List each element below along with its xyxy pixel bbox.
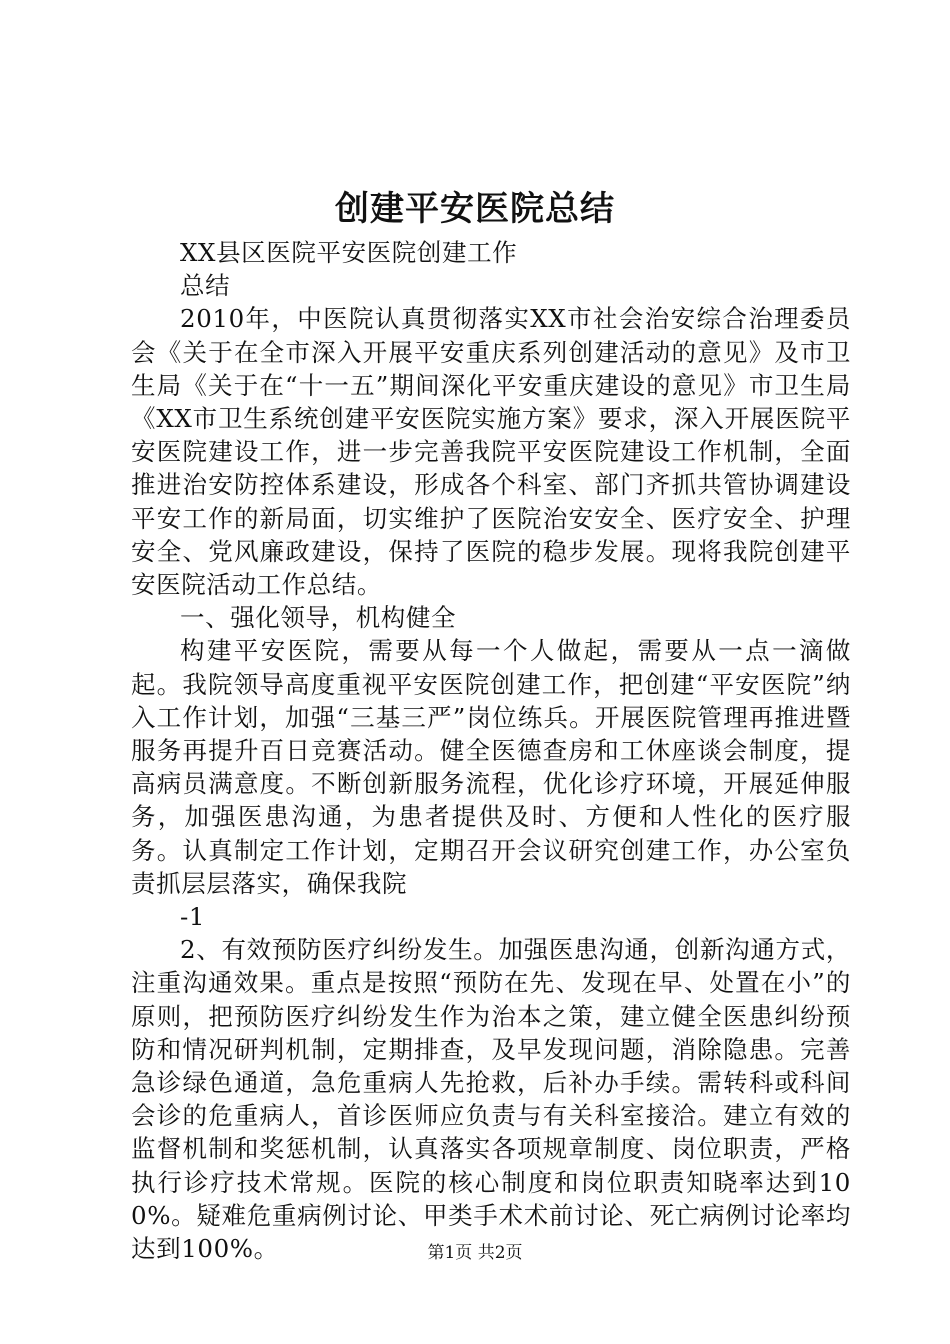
- section-heading-1: 一、强化领导，机构健全: [180, 603, 457, 633]
- paragraph-item-2: 2、有效预防医疗纠纷发生。加强医患沟通，创新沟通方式，注重沟通效果。重点是按照“预防在先、发现在早、处置在小”的原则，把预防医疗纠纷发生作为治本之策，建立健全医患纠纷预防和情况研判机制，定期排查，及早发现问题，消除隐患。完善急诊绿色通道，急危重病人先抢救，后补办手续。需转科或科间会诊的危重病人，首诊医师应负责与有关科室接洽。建立有效的监督机制和奖惩机制，认真落实各项规章制度、岗位职责，严格执行诊疗技术常规。医院的核心制度和岗位职责知晓率达到100%。疑难危重病例讨论、甲类手术术前讨论、死亡病例讨论率均达到100%。: [131, 935, 851, 1264]
- page-footer: 第1页 共2页: [427, 1243, 523, 1263]
- paragraph-section-1: 构建平安医院，需要从每一个人做起，需要从一点一滴做起。我院领导高度重视平安医院创建工作，把创建“平安医院”纳入工作计划，加强“三基三严”岗位练兵。开展医院管理再推进暨服务再提升百日竞赛活动。健全医德查房和工休座谈会制度，提高病员满意度。不断创新服务流程，优化诊疗环境，开展延伸服务，加强医患沟通，为患者提供及时、方便和人性化的医疗服务。认真制定工作计划，定期召开会议研究创建工作，办公室负责抓层层落实，确保我院: [131, 636, 851, 898]
- page-title: 创建平安医院总结: [335, 189, 615, 229]
- document-body: [131, 236, 851, 1265]
- paragraph-subtitle-line1: XX县区医院平安医院创建工作: [180, 238, 518, 267]
- paragraph-intro: 2010年，中医院认真贯彻落实XX市社会治安综合治理委员会《关于在全市深入开展平安重庆系列创建活动的意见》及市卫生局《关于在“十一五”期间深化平安重庆建设的意见》市卫生局《XX市卫生系统创建平安医院实施方案》要求，深入开展医院平安医院建设工作，进一步完善我院平安医院建设工作机制，全面推进治安防控体系建设，形成各个科室、部门齐抓共管协调建设平安工作的新局面，切实维护了医院治安安全、医疗安全、护理安全、党风廉政建设，保持了医院的稳步发展。现将我院创建平安医院活动工作总结。: [131, 304, 851, 600]
- paragraph-subtitle-line2: 总结: [180, 271, 231, 301]
- page-break-marker: -1: [180, 902, 206, 932]
